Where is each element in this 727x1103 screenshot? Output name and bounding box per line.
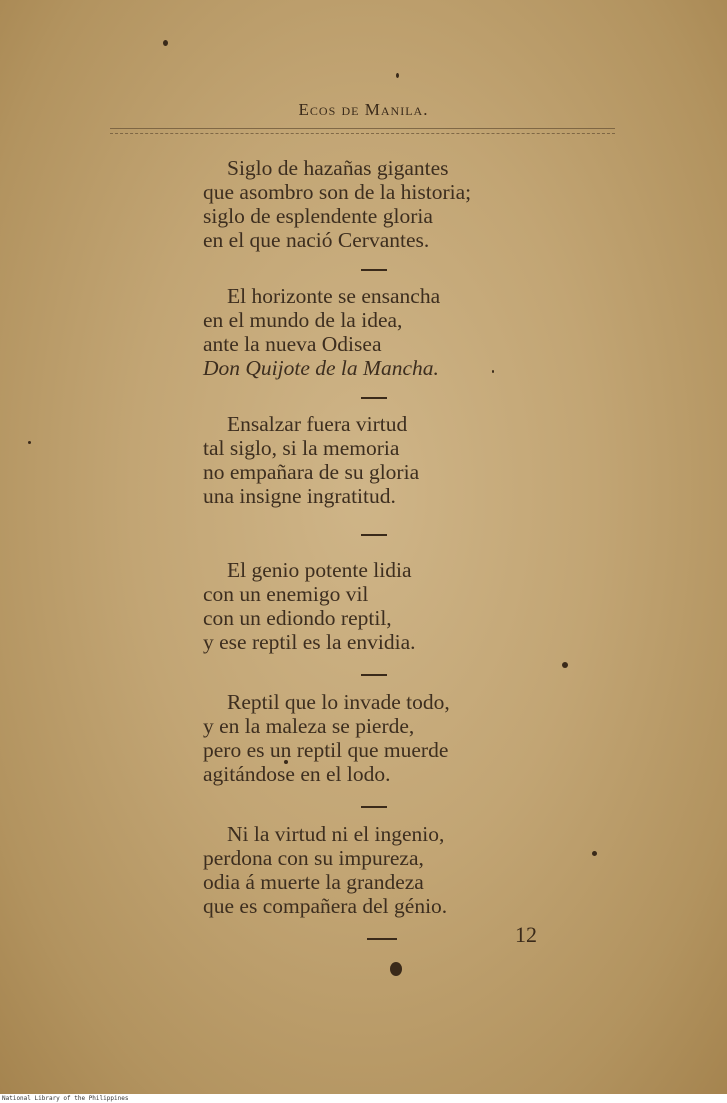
poem-line: odia á muerte la grandeza <box>203 870 424 894</box>
stanza <box>203 690 727 786</box>
poem-line: El genio potente lidia <box>227 558 412 582</box>
stanza-separator <box>361 534 387 536</box>
poem-line: Reptil que lo invade todo, <box>227 690 450 714</box>
header-divider <box>110 128 615 134</box>
ink-speck <box>390 962 402 976</box>
poem-line: y ese reptil es la envidia. <box>203 630 416 654</box>
ink-speck <box>396 73 399 78</box>
poem <box>0 156 727 940</box>
poem-line: El horizonte se ensancha <box>227 284 441 308</box>
poem-line: Ni la virtud ni el ingenio, <box>227 822 445 846</box>
poem-line: que asombro son de la historia; <box>203 180 472 204</box>
stanza-separator <box>361 674 387 676</box>
running-title: Ecos de Manila. <box>298 100 429 119</box>
poem-line: pero es un reptil que muerde <box>203 738 449 762</box>
poem-line: y en la maleza se pierde, <box>203 714 415 738</box>
poem-line: ante la nueva Odisea <box>203 332 382 356</box>
stanza <box>203 558 727 654</box>
stanza-separator <box>361 269 387 271</box>
stanza <box>203 156 727 252</box>
poem-line: Ensalzar fuera virtud <box>227 412 408 436</box>
poem-line: con un enemigo vil <box>203 582 369 606</box>
page-number: 12 <box>515 922 537 947</box>
poem-line: siglo de esplendente gloria <box>203 204 433 228</box>
stanza <box>203 822 727 918</box>
poem-line: con un ediondo reptil, <box>203 606 392 630</box>
poem-line: perdona con su impureza, <box>203 846 424 870</box>
ink-speck <box>163 40 168 46</box>
poem-line: Don Quijote de la Mancha. <box>203 356 439 380</box>
stanza <box>203 284 727 380</box>
poem-line: una insigne ingratitud. <box>203 484 396 508</box>
poem-line: agitándose en el lodo. <box>203 762 391 786</box>
poem-line: en el que nació Cervantes. <box>203 228 430 252</box>
stanza <box>203 412 727 508</box>
running-header <box>0 100 727 120</box>
poem-line: en el mundo de la idea, <box>203 308 403 332</box>
poem-line: Siglo de hazañas gigantes <box>227 156 449 180</box>
attribution-footer: National Library of the Philippines <box>0 1094 727 1103</box>
stanza-separator <box>361 806 387 808</box>
poem-line: no empañara de su gloria <box>203 460 420 484</box>
poem-line: tal siglo, si la memoria <box>203 436 400 460</box>
stanza-separator <box>361 397 387 399</box>
poem-line: que es compañera del génio. <box>203 894 448 918</box>
stanza-separator <box>367 938 397 940</box>
